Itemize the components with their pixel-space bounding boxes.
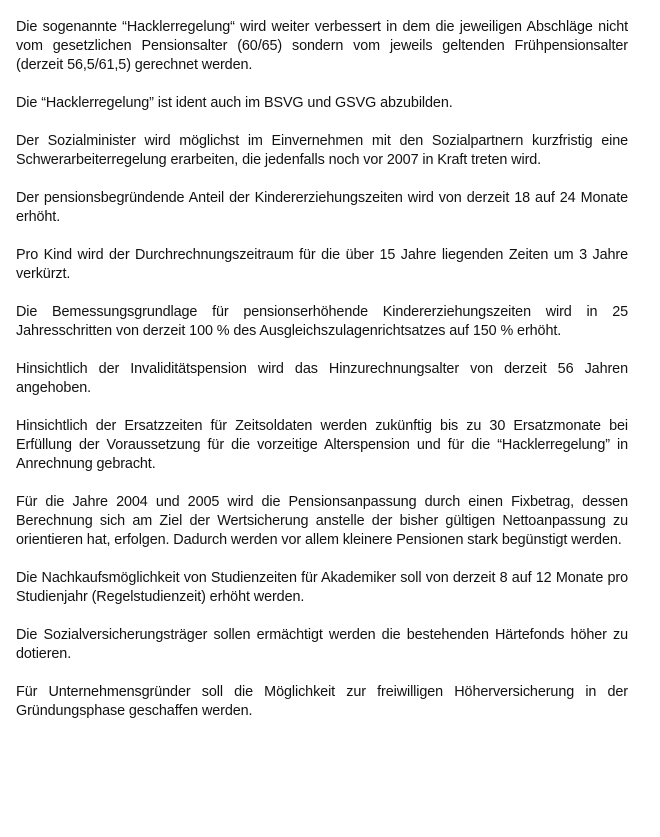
paragraph-bemessungsgrundlage: Die Bemessungsgrundlage für pensionserhöhende Kindererziehungszeiten wird in 25 Jahresschritten von derzeit 100 % des Ausgleichszulagenrichtsatzes auf 150 % erhöht. [16,304,628,339]
paragraph-hacklerregelung-bsvg-gsvg: Die “Hacklerregelung” ist ident auch im BSVG und GSVG abzubilden. [16,95,453,111]
paragraph-nachkauf-studienzeiten: Die Nachkaufsmöglichkeit von Studienzeiten für Akademiker soll von derzeit 8 auf 12 Monate pro Studienjahr (Regelstudienzeit) erhöht werden. [16,570,628,605]
paragraph-pensionsanpassung: Für die Jahre 2004 und 2005 wird die Pensionsanpassung durch einen Fixbetrag, dessen Berechnung sich am Ziel der Wertsicherung anstelle der bisher gültigen Nettoanpassung zu orientieren hat, erfolgen. Dadurch werden vor allem kleinere Pensionen stark begünstigt werden. [16,494,628,548]
paragraph-kindererziehungszeiten-anteil: Der pensionsbegründende Anteil der Kindererziehungszeiten wird von derzeit 18 auf 24 Monate erhöht. [16,190,628,225]
paragraph-haertefonds: Die Sozialversicherungsträger sollen ermächtigt werden die bestehenden Härtefonds höher zu dotieren. [16,627,628,662]
paragraph-schwerarbeiterregelung: Der Sozialminister wird möglichst im Einvernehmen mit den Sozialpartnern kurzfristig eine Schwerarbeiterregelung erarbeiten, die jedenfalls noch vor 2007 in Kraft treten wird. [16,133,628,168]
paragraph-invaliditaetspension: Hinsichtlich der Invaliditätspension wird das Hinzurechnungsalter von derzeit 56 Jahren angehoben. [16,361,628,396]
document-body [16,18,628,740]
paragraph-unternehmensgruender: Für Unternehmensgründer soll die Möglichkeit zur freiwilligen Höherversicherung in der Gründungsphase geschaffen werden. [16,684,628,719]
paragraph-hacklerregelung-improvement: Die sogenannte “Hacklerregelung“ wird weiter verbessert in dem die jeweiligen Abschläge nicht vom gesetzlichen Pensionsalter (60/65) sondern vom jeweils geltenden Frühpensionsalter (derzeit 56,5/61,5) gerechnet werden. [16,19,628,73]
paragraph-durchrechnungszeitraum: Pro Kind wird der Durchrechnungszeitraum für die über 15 Jahre liegenden Zeiten um 3 Jahre verkürzt. [16,247,628,282]
paragraph-ersatzzeiten-zeitsoldaten: Hinsichtlich der Ersatzzeiten für Zeitsoldaten werden zukünftig bis zu 30 Ersatzmonate bei Erfüllung der Voraussetzung für die vorzeitige Alterspension und für die “Hacklerregelung” in Anrechnung gebracht. [16,418,628,472]
